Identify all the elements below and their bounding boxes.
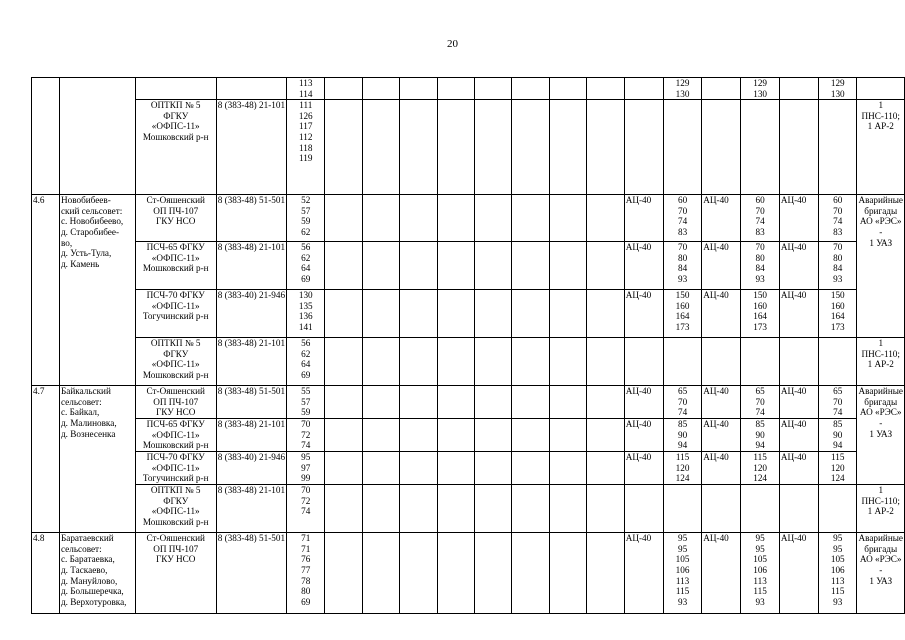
- extra-resources-cell: [857, 78, 905, 100]
- vehicle-times-cell: [663, 338, 701, 386]
- empty-cell: [437, 100, 474, 195]
- empty-cell: [325, 242, 362, 290]
- arrival-times-cell: 52 57 59 62: [287, 195, 325, 242]
- vehicle-type-cell: АЦ-40: [779, 533, 818, 614]
- vehicle-times-cell: [819, 338, 857, 386]
- empty-cell: [437, 242, 474, 290]
- extra-resources-cell: 1 ПНС-110; 1 АР-2: [857, 485, 905, 533]
- empty-cell: [437, 452, 474, 485]
- empty-cell: [325, 195, 362, 242]
- settlement-cell: [59, 78, 135, 195]
- empty-cell: [325, 485, 362, 533]
- vehicle-times-cell: 115 120 124: [819, 452, 857, 485]
- vehicle-times-cell: 65 70 74: [819, 386, 857, 419]
- empty-cell: [362, 533, 399, 614]
- empty-cell: [475, 386, 512, 419]
- empty-cell: [475, 338, 512, 386]
- arrival-times-cell: 56 62 64 69: [287, 338, 325, 386]
- vehicle-times-cell: 129 130: [741, 78, 779, 100]
- vehicle-times-cell: 65 70 74: [741, 386, 779, 419]
- vehicle-type-cell: [779, 338, 818, 386]
- empty-cell: [325, 100, 362, 195]
- empty-cell: [400, 533, 437, 614]
- empty-cell: [549, 195, 586, 242]
- arrival-times-cell: 111 126 117 112 118 119: [287, 100, 325, 195]
- empty-cell: [475, 100, 512, 195]
- vehicle-times-cell: 150 160 164 173: [819, 290, 857, 338]
- empty-cell: [362, 195, 399, 242]
- empty-cell: [475, 452, 512, 485]
- empty-cell: [549, 100, 586, 195]
- department-cell: ОПТКП № 5 ФГКУ «ОФПС-11» Мошковский р-н: [135, 338, 216, 386]
- settlement-cell: Новобибеев- ский сельсовет: с. Новобибеево, д. Старобибее- во, д. Усть-Тула, д. Камень: [59, 195, 135, 386]
- empty-cell: [362, 452, 399, 485]
- vehicle-type-cell: АЦ-40: [624, 195, 663, 242]
- department-cell: ПСЧ-70 ФГКУ «ОФПС-11» Тогучинский р-н: [135, 290, 216, 338]
- vehicle-times-cell: 95 95 105 106 113 115 93: [741, 533, 779, 614]
- table-row: [32, 485, 905, 533]
- empty-cell: [549, 485, 586, 533]
- empty-cell: [587, 533, 624, 614]
- empty-cell: [587, 78, 624, 100]
- empty-cell: [362, 419, 399, 452]
- empty-cell: [325, 452, 362, 485]
- vehicle-times-cell: [819, 100, 857, 195]
- empty-cell: [512, 242, 549, 290]
- arrival-times-cell: 70 72 74: [287, 419, 325, 452]
- vehicle-times-cell: 150 160 164 173: [741, 290, 779, 338]
- arrival-times-cell: 71 71 76 77 78 80 69: [287, 533, 325, 614]
- empty-cell: [587, 338, 624, 386]
- vehicle-type-cell: АЦ-40: [779, 195, 818, 242]
- empty-cell: [587, 419, 624, 452]
- table-row: [32, 338, 905, 386]
- vehicle-type-cell: [624, 338, 663, 386]
- table-row: [32, 452, 905, 485]
- empty-cell: [437, 195, 474, 242]
- extra-resources-cell: 1 ПНС-110; 1 АР-2: [857, 100, 905, 195]
- vehicle-times-cell: 129 130: [819, 78, 857, 100]
- phone-cell: 8 (383-48) 51-501: [216, 195, 286, 242]
- vehicle-type-cell: АЦ-40: [702, 452, 741, 485]
- vehicle-times-cell: 65 70 74: [663, 386, 701, 419]
- arrival-times-cell: 130 135 136 141: [287, 290, 325, 338]
- empty-cell: [400, 419, 437, 452]
- vehicle-type-cell: [779, 100, 818, 195]
- empty-cell: [400, 452, 437, 485]
- empty-cell: [362, 485, 399, 533]
- empty-cell: [587, 452, 624, 485]
- department-cell: Ст-Ояшенский ОП ПЧ-107 ГКУ НСО: [135, 195, 216, 242]
- arrival-times-cell: 70 72 74: [287, 485, 325, 533]
- vehicle-type-cell: АЦ-40: [702, 290, 741, 338]
- row-number: 4.6: [32, 195, 60, 386]
- vehicle-times-cell: 85 90 94: [819, 419, 857, 452]
- empty-cell: [475, 290, 512, 338]
- extra-resources-cell: Аварийные бригады АО «РЭС» - 1 УАЗ: [857, 195, 905, 338]
- phone-cell: 8 (383-48) 21-101: [216, 242, 286, 290]
- table-row: [32, 242, 905, 290]
- vehicle-type-cell: АЦ-40: [702, 386, 741, 419]
- empty-cell: [362, 100, 399, 195]
- empty-cell: [362, 386, 399, 419]
- empty-cell: [549, 290, 586, 338]
- empty-cell: [400, 386, 437, 419]
- table-row: [32, 533, 905, 614]
- empty-cell: [400, 78, 437, 100]
- department-cell: Ст-Ояшенский ОП ПЧ-107 ГКУ НСО: [135, 386, 216, 419]
- empty-cell: [362, 338, 399, 386]
- vehicle-times-cell: 95 95 105 106 113 115 93: [663, 533, 701, 614]
- empty-cell: [475, 419, 512, 452]
- department-cell: ОПТКП № 5 ФГКУ «ОФПС-11» Мошковский р-н: [135, 100, 216, 195]
- phone-cell: 8 (383-48) 21-101: [216, 485, 286, 533]
- empty-cell: [549, 78, 586, 100]
- vehicle-type-cell: АЦ-40: [624, 386, 663, 419]
- row-number: 4.7: [32, 386, 60, 533]
- empty-cell: [512, 78, 549, 100]
- table-row: [32, 78, 905, 100]
- empty-cell: [475, 485, 512, 533]
- empty-cell: [512, 533, 549, 614]
- empty-cell: [400, 100, 437, 195]
- page-number: 20: [447, 38, 458, 50]
- vehicle-times-cell: 129 130: [663, 78, 701, 100]
- empty-cell: [587, 242, 624, 290]
- empty-cell: [325, 78, 362, 100]
- phone-cell: [216, 78, 286, 100]
- department-cell: ПСЧ-70 ФГКУ «ОФПС-11» Тогучинский р-н: [135, 452, 216, 485]
- empty-cell: [475, 78, 512, 100]
- vehicle-type-cell: [702, 78, 741, 100]
- empty-cell: [362, 290, 399, 338]
- phone-cell: 8 (383-48) 21-101: [216, 338, 286, 386]
- empty-cell: [437, 290, 474, 338]
- empty-cell: [512, 338, 549, 386]
- extra-resources-cell: Аварийные бригады АО «РЭС» - 1 УАЗ: [857, 533, 905, 614]
- vehicle-type-cell: [702, 338, 741, 386]
- vehicle-times-cell: 60 70 74 83: [663, 195, 701, 242]
- table-body: [32, 78, 905, 614]
- vehicle-times-cell: [741, 485, 779, 533]
- department-cell: [135, 78, 216, 100]
- vehicle-type-cell: [624, 78, 663, 100]
- vehicle-type-cell: АЦ-40: [702, 419, 741, 452]
- phone-cell: 8 (383-48) 51-501: [216, 386, 286, 419]
- empty-cell: [437, 338, 474, 386]
- phone-cell: 8 (383-48) 51-501: [216, 533, 286, 614]
- vehicle-times-cell: 60 70 74 83: [819, 195, 857, 242]
- department-cell: ПСЧ-65 ФГКУ «ОФПС-11» Мошковский р-н: [135, 242, 216, 290]
- empty-cell: [549, 242, 586, 290]
- phone-cell: 8 (383-40) 21-946: [216, 452, 286, 485]
- vehicle-type-cell: АЦ-40: [779, 452, 818, 485]
- empty-cell: [512, 386, 549, 419]
- vehicle-type-cell: АЦ-40: [624, 452, 663, 485]
- empty-cell: [587, 485, 624, 533]
- vehicle-times-cell: 85 90 94: [741, 419, 779, 452]
- table-row: [32, 290, 905, 338]
- empty-cell: [400, 290, 437, 338]
- vehicle-times-cell: 115 120 124: [663, 452, 701, 485]
- settlement-cell: Баратаевский сельсовет: с. Баратаевка, д. Таскаево, д. Мануйлово, д. Большеречка, д. Верхотуровка,: [59, 533, 135, 614]
- empty-cell: [549, 452, 586, 485]
- vehicle-times-cell: 115 120 124: [741, 452, 779, 485]
- arrival-times-cell: 95 97 99: [287, 452, 325, 485]
- empty-cell: [512, 290, 549, 338]
- empty-cell: [475, 195, 512, 242]
- vehicle-type-cell: АЦ-40: [779, 419, 818, 452]
- arrival-times-cell: 113 114: [287, 78, 325, 100]
- empty-cell: [549, 533, 586, 614]
- empty-cell: [549, 338, 586, 386]
- vehicle-times-cell: 70 80 84 93: [741, 242, 779, 290]
- empty-cell: [437, 419, 474, 452]
- vehicle-times-cell: [663, 100, 701, 195]
- empty-cell: [587, 100, 624, 195]
- vehicle-type-cell: АЦ-40: [624, 242, 663, 290]
- vehicle-times-cell: [741, 100, 779, 195]
- vehicle-type-cell: [624, 100, 663, 195]
- extra-resources-cell: 1 ПНС-110; 1 АР-2: [857, 338, 905, 386]
- empty-cell: [587, 195, 624, 242]
- vehicle-times-cell: 85 90 94: [663, 419, 701, 452]
- empty-cell: [400, 242, 437, 290]
- empty-cell: [325, 338, 362, 386]
- vehicle-type-cell: АЦ-40: [779, 242, 818, 290]
- department-cell: Ст-Ояшенский ОП ПЧ-107 ГКУ НСО: [135, 533, 216, 614]
- empty-cell: [325, 419, 362, 452]
- empty-cell: [549, 386, 586, 419]
- vehicle-type-cell: АЦ-40: [702, 195, 741, 242]
- empty-cell: [400, 195, 437, 242]
- empty-cell: [512, 452, 549, 485]
- empty-cell: [362, 78, 399, 100]
- vehicle-times-cell: 95 95 105 106 113 115 93: [819, 533, 857, 614]
- empty-cell: [587, 386, 624, 419]
- vehicle-times-cell: 70 80 84 93: [819, 242, 857, 290]
- empty-cell: [512, 485, 549, 533]
- empty-cell: [362, 242, 399, 290]
- empty-cell: [400, 338, 437, 386]
- settlement-cell: Байкальский сельсовет: с. Байкал, д. Малиновка, д. Вознесенка: [59, 386, 135, 533]
- empty-cell: [325, 290, 362, 338]
- vehicle-times-cell: [819, 485, 857, 533]
- vehicle-type-cell: АЦ-40: [779, 386, 818, 419]
- empty-cell: [512, 195, 549, 242]
- resources-table: [31, 77, 905, 614]
- vehicle-type-cell: АЦ-40: [779, 290, 818, 338]
- empty-cell: [587, 290, 624, 338]
- department-cell: ОПТКП № 5 ФГКУ «ОФПС-11» Мошковский р-н: [135, 485, 216, 533]
- arrival-times-cell: 55 57 59: [287, 386, 325, 419]
- table-row: [32, 419, 905, 452]
- vehicle-type-cell: АЦ-40: [624, 290, 663, 338]
- vehicle-times-cell: [663, 485, 701, 533]
- arrival-times-cell: 56 62 64 69: [287, 242, 325, 290]
- vehicle-type-cell: [702, 100, 741, 195]
- vehicle-type-cell: АЦ-40: [624, 533, 663, 614]
- empty-cell: [549, 419, 586, 452]
- empty-cell: [325, 386, 362, 419]
- vehicle-type-cell: [779, 78, 818, 100]
- vehicle-times-cell: 70 80 84 93: [663, 242, 701, 290]
- extra-resources-cell: Аварийные бригады АО «РЭС» - 1 УАЗ: [857, 386, 905, 485]
- vehicle-times-cell: [741, 338, 779, 386]
- vehicle-type-cell: АЦ-40: [702, 533, 741, 614]
- vehicle-type-cell: [779, 485, 818, 533]
- phone-cell: 8 (383-48) 21-101: [216, 419, 286, 452]
- phone-cell: 8 (383-40) 21-946: [216, 290, 286, 338]
- empty-cell: [437, 533, 474, 614]
- vehicle-type-cell: [624, 485, 663, 533]
- row-number: [32, 78, 60, 195]
- vehicle-times-cell: 150 160 164 173: [663, 290, 701, 338]
- empty-cell: [437, 78, 474, 100]
- empty-cell: [400, 485, 437, 533]
- row-number: 4.8: [32, 533, 60, 614]
- empty-cell: [325, 533, 362, 614]
- empty-cell: [475, 242, 512, 290]
- table-row: [32, 100, 905, 195]
- empty-cell: [437, 386, 474, 419]
- empty-cell: [475, 533, 512, 614]
- empty-cell: [512, 100, 549, 195]
- empty-cell: [512, 419, 549, 452]
- phone-cell: 8 (383-48) 21-101: [216, 100, 286, 195]
- empty-cell: [437, 485, 474, 533]
- department-cell: ПСЧ-65 ФГКУ «ОФПС-11» Мошковский р-н: [135, 419, 216, 452]
- table-row: [32, 195, 905, 242]
- vehicle-type-cell: АЦ-40: [702, 242, 741, 290]
- vehicle-times-cell: 60 70 74 83: [741, 195, 779, 242]
- table-row: [32, 386, 905, 419]
- vehicle-type-cell: [702, 485, 741, 533]
- vehicle-type-cell: АЦ-40: [624, 419, 663, 452]
